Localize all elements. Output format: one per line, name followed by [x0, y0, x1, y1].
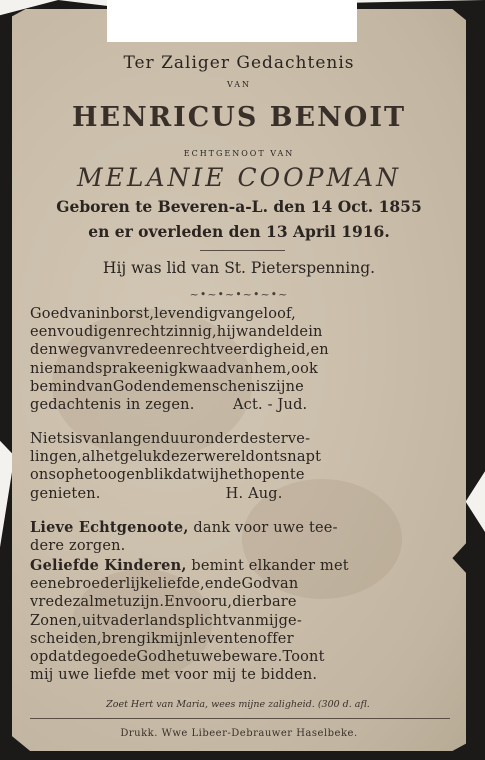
word: vaderlandsplicht	[102, 612, 229, 629]
word: scheiden,	[30, 630, 102, 647]
paragraph-spouse	[30, 519, 446, 555]
word: eenvoudig	[30, 324, 108, 341]
spouse-address: Lieve Echtgenoote,	[30, 519, 189, 536]
word: hij	[216, 324, 236, 341]
word: de	[161, 378, 180, 395]
word: dierbare	[232, 594, 297, 611]
indulgence-prayer: Zoet Hert van Maria, wees mijne zaligheid. (300 d. afl.	[106, 699, 370, 710]
word: levendig	[154, 306, 219, 322]
text-line: gedachtenis in zegen. Act. - Jud.	[30, 396, 308, 413]
word: sprak	[94, 360, 138, 377]
word: op	[56, 467, 75, 484]
membership-line: Hij was lid van St. Pieterspenning.	[102, 259, 376, 277]
word: vrede	[115, 342, 159, 359]
word: vrede	[30, 594, 73, 611]
word: de	[240, 431, 259, 447]
word: breng	[101, 630, 147, 647]
text-line: dere zorgen.	[30, 538, 126, 555]
word: niemand	[30, 360, 95, 377]
word: den	[30, 342, 58, 359]
word: geluk	[119, 449, 162, 466]
text-line	[30, 323, 446, 341]
word: eene	[30, 576, 66, 593]
word: liefde,	[157, 576, 205, 593]
word: te	[289, 467, 305, 484]
ornament-divider: ~•~•~•~•~•~	[189, 288, 289, 301]
word: van	[86, 378, 113, 395]
text-line	[30, 519, 446, 537]
word: dezer	[161, 449, 204, 466]
text-line	[30, 430, 446, 448]
death-line: en er overleden den 13 April 1916.	[88, 222, 390, 241]
word: God	[136, 648, 167, 665]
word: kwaad	[178, 360, 228, 377]
word: uit	[81, 612, 103, 629]
word: rechtzinnig,	[126, 324, 217, 341]
word: uwe	[191, 648, 222, 665]
divider	[200, 250, 285, 251]
text-line	[30, 575, 446, 593]
text-line	[30, 557, 446, 575]
word: langen	[109, 431, 161, 447]
word: in	[308, 324, 323, 341]
word: van	[228, 612, 256, 629]
birth-line: Geboren te Beveren-a-L. den 14 Oct. 1855	[56, 197, 422, 216]
word: beware.	[222, 648, 283, 665]
white-tape-patch	[107, 0, 357, 42]
word: wereld	[203, 449, 256, 466]
word: lingen,	[30, 449, 82, 466]
children-address: Geliefde Kinderen,	[30, 557, 187, 574]
word: voor	[184, 594, 218, 611]
word: en	[107, 324, 127, 341]
word: onder	[196, 431, 241, 447]
word: menschen	[179, 378, 256, 395]
text-line	[30, 341, 446, 359]
text-fragment: dank voor uwe tee-	[188, 520, 338, 536]
word: offer	[257, 630, 294, 647]
word: u	[122, 594, 133, 611]
bottom-divider	[30, 718, 450, 719]
word: duur	[160, 431, 197, 447]
word: ge-	[278, 612, 302, 629]
word: goede	[91, 648, 137, 665]
word: de	[223, 576, 242, 593]
word: mij	[255, 612, 279, 629]
paragraph-quote	[30, 430, 446, 503]
word: het	[74, 467, 99, 484]
word: hem,	[254, 360, 292, 377]
word: van	[218, 306, 246, 322]
word: het	[166, 648, 192, 665]
word: bemind	[30, 378, 87, 395]
word: God	[241, 576, 272, 593]
word: en	[158, 342, 177, 359]
word: is	[255, 378, 269, 395]
word: van	[88, 342, 116, 359]
word: hopen	[243, 467, 290, 484]
word: ons	[30, 467, 57, 484]
word: Goed	[30, 306, 69, 322]
deceased-name: HENRICUS BENOIT	[71, 102, 407, 133]
intro-line: Ter Zaliger Gedachtenis	[123, 53, 355, 73]
word: is	[70, 431, 83, 447]
word: leven	[193, 630, 234, 647]
word: ontsnapt	[255, 449, 322, 466]
spouse-name: MELANIE COOPMAN	[77, 163, 401, 192]
word: zijn.	[132, 594, 165, 611]
word: en	[143, 378, 162, 395]
van-label: VAN	[226, 80, 251, 89]
word: wandelde	[235, 324, 309, 341]
word: En	[164, 594, 185, 611]
text-fragment: bemint elkander met	[186, 558, 349, 574]
word: broederlijke	[65, 576, 158, 593]
word: geloof,	[245, 306, 296, 322]
word: Niets	[30, 431, 71, 447]
text-line	[30, 360, 446, 378]
word: de	[72, 648, 92, 665]
paragraph-children	[30, 557, 446, 684]
text-line	[30, 648, 446, 666]
text-line	[30, 305, 446, 323]
word: ten	[233, 630, 258, 647]
word: oogenblik	[98, 467, 173, 484]
spouse-label: ECHTGENOOT VAN	[183, 149, 295, 158]
word: eenig	[137, 360, 179, 377]
word: van	[271, 576, 299, 593]
text-line	[30, 378, 446, 396]
word: van	[227, 360, 255, 377]
word: inborst,	[95, 306, 155, 322]
text-line	[30, 630, 446, 648]
text-line	[30, 448, 446, 466]
word: ik	[146, 630, 160, 647]
text-line: mij uwe liefde met voor mij te bidden.	[30, 667, 318, 684]
text-line	[30, 593, 446, 611]
text-line: genieten. H. Aug.	[30, 485, 283, 502]
word: van	[68, 306, 96, 322]
word: rechtveerdigheid,	[176, 342, 311, 359]
word: zijne	[268, 378, 304, 395]
word: opdat	[30, 648, 73, 665]
printer-credit: Drukk. Wwe Libeer-Debrauwer Haselbeke.	[120, 728, 358, 739]
word: en	[204, 576, 224, 593]
word: sterve-	[258, 431, 311, 447]
word: wij	[197, 467, 220, 484]
text-line	[30, 612, 446, 630]
word: van	[82, 431, 110, 447]
paragraph-virtues	[30, 305, 446, 414]
word: het	[95, 449, 120, 466]
word: u,	[217, 594, 233, 611]
text-line	[30, 466, 446, 484]
word: mijn	[159, 630, 194, 647]
word: Zonen,	[30, 612, 82, 629]
word: en	[310, 342, 329, 359]
word: Toont	[282, 648, 325, 665]
word: al	[81, 449, 96, 466]
word: dat	[172, 467, 198, 484]
word: ook	[291, 360, 319, 377]
word: het	[219, 467, 244, 484]
word: God	[112, 378, 144, 395]
word: zal	[72, 594, 95, 611]
word: met	[94, 594, 123, 611]
word: weg	[57, 342, 89, 359]
